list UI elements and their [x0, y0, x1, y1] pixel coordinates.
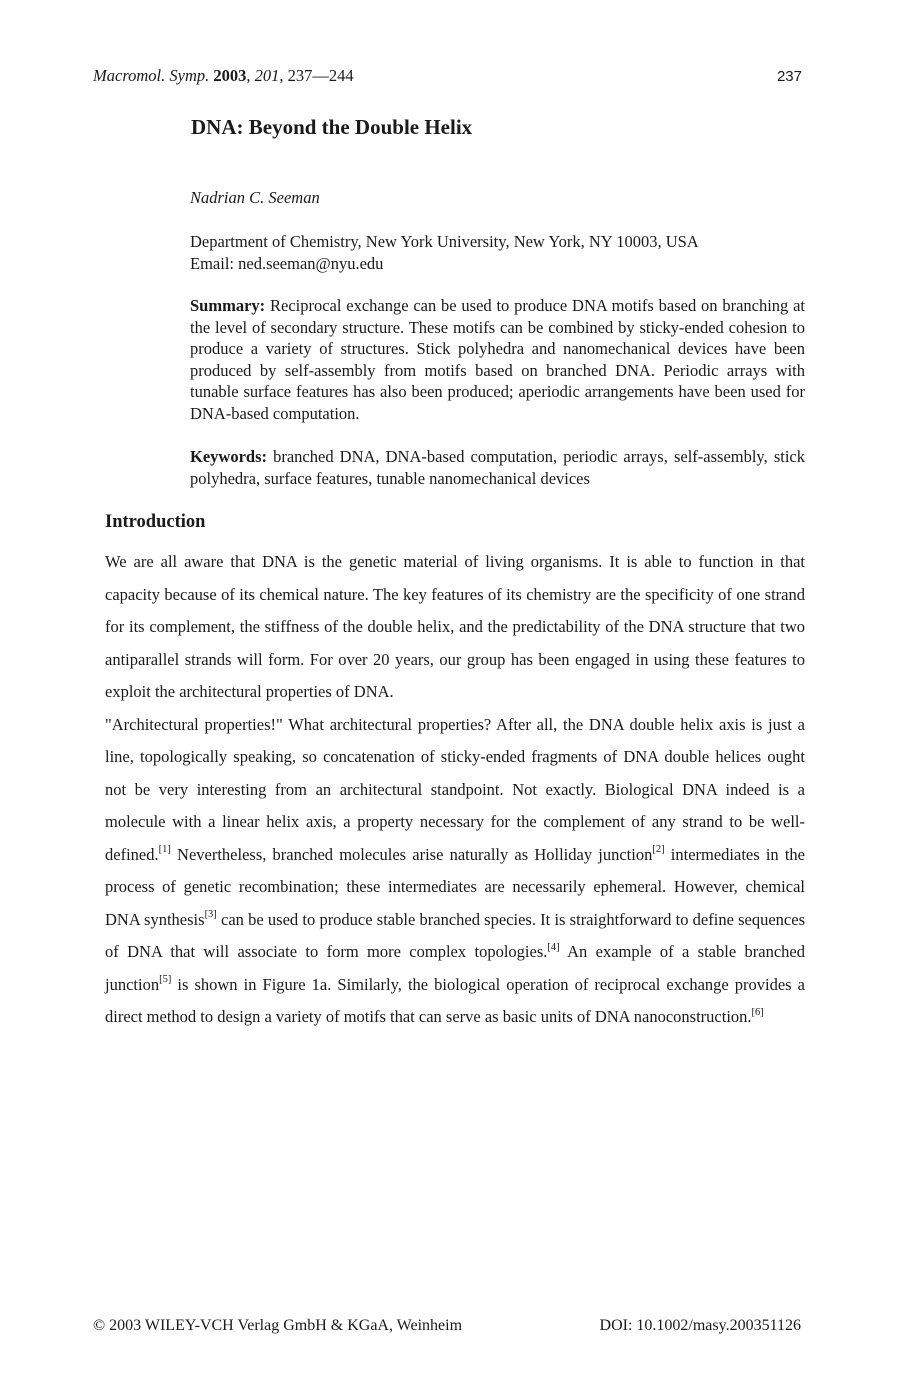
citation-ref[interactable]: [1]	[158, 844, 171, 855]
citation-ref[interactable]: [6]	[751, 1006, 764, 1018]
journal-year: 2003	[213, 66, 247, 85]
keywords-block	[190, 446, 805, 489]
paragraph-1: We are all aware that DNA is the genetic material of living organisms. It is able to function in that capacity because of its chemical nature. The key features of its chemistry are the specificity of one strand for its complement, the stiffness of the double helix, and the predictability of the DNA structure that two antiparallel strands will form. For over 20 years, our group has been engaged in using these features to exploit the architectural properties of DNA.	[105, 552, 805, 701]
keywords-text: branched DNA, DNA-based computation, periodic arrays, self-assembly, stick polyhedra, surface features, tunable nanomechanical devices	[190, 447, 805, 488]
citation-ref[interactable]: [2]	[652, 844, 665, 855]
citation-ref[interactable]: [5]	[159, 974, 172, 985]
paragraph-2-part-d: can be used to produce stable branched species. It is straightforward to define sequences of DNA that will associate to form more complex topologies.	[105, 909, 805, 961]
journal-name: Macromol. Symp.	[93, 66, 210, 85]
paragraph-2-part-c: intermediates in the process of genetic recombination; these intermediates are necessarily ephemeral. However, chemical DNA synthesis	[105, 844, 805, 929]
keywords-label: Keywords:	[190, 447, 267, 466]
citation-ref[interactable]: [3]	[204, 909, 217, 920]
doi-label[interactable]: DOI: 10.1002/masy.200351126	[599, 1317, 801, 1334]
article-title: DNA: Beyond the Double Helix	[191, 115, 473, 139]
journal-volume: 201	[254, 66, 280, 85]
journal-pages: 237—244	[287, 66, 354, 85]
summary-text: Reciprocal exchange can be used to produce DNA motifs based on branching at the level of secondary structure. These motifs can be combined by sticky-ended cohesion to produce a variety of structures. Stick polyhedra and nanomechanical devices have been produced by self-assembly from motifs based on branched DNA. Periodic arrays with tunable surface features has also been produced; aperiodic arrangements have been used for DNA-based computation.	[190, 296, 806, 423]
author-name: Nadrian C. Seeman	[190, 188, 320, 207]
running-header: Macromol. Symp. 2003, 201, 237—244	[93, 66, 354, 85]
page-number: 237	[776, 68, 802, 85]
paragraph-2-part-e: An example of a stable branched junction	[105, 942, 806, 994]
section-heading-introduction: Introduction	[105, 512, 206, 532]
summary-label: Summary:	[190, 296, 266, 315]
affiliation-block	[190, 231, 699, 275]
paragraph-2-part-a: "Architectural properties!" What architectural properties? After all, the DNA double helix axis is just a line, topologically speaking, so concatenation of sticky-ended fragments of DNA double helices ought not be very interesting from an architectural standpoint. Not exactly. Biological DNA indeed is a molecule with a linear helix axis, a property necessary for the complement of any strand to be well-defined.	[105, 714, 805, 864]
author-email: Email: ned.seeman@nyu.edu	[190, 254, 384, 273]
introduction-body	[105, 546, 805, 1034]
paragraph-2-part-b: Nevertheless, branched molecules arise naturally as Holliday junction	[170, 844, 653, 864]
citation-ref[interactable]: [4]	[547, 941, 560, 953]
summary-block	[190, 295, 805, 425]
copyright-notice: © 2003 WILEY-VCH Verlag GmbH & KGaA, Weinheim	[93, 1317, 463, 1334]
paragraph-2-part-f: is shown in Figure 1a. Similarly, the biological operation of reciprocal exchange provides a direct method to design a variety of motifs that can serve as basic units of DNA nanoconstruction.	[105, 974, 805, 1026]
paragraph-2	[105, 709, 805, 1034]
affiliation: Department of Chemistry, New York University, New York, NY 10003, USA	[190, 232, 699, 251]
